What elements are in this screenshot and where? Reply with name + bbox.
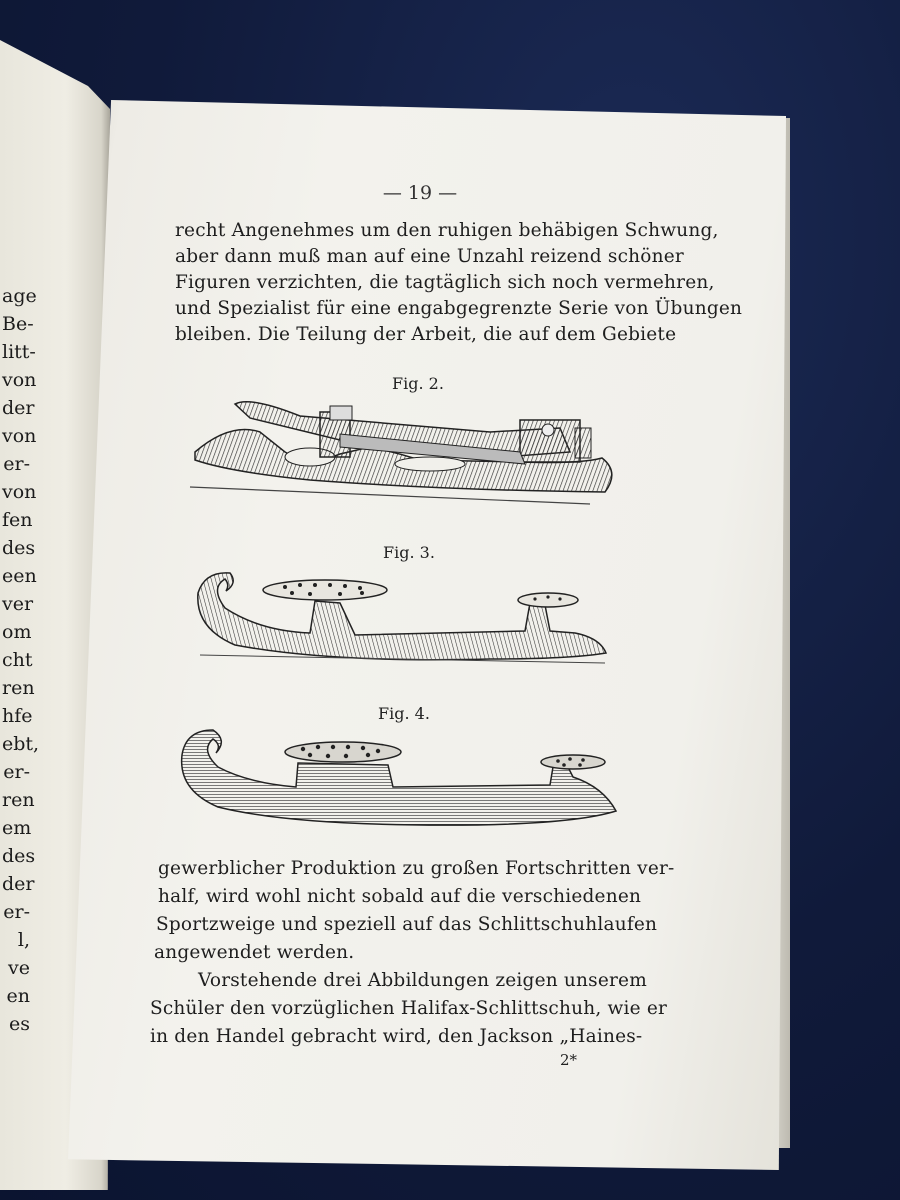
signature-mark: 2* xyxy=(560,1051,578,1069)
text-line: half, wird wohl nicht sobald auf die verschiedenen xyxy=(158,886,642,907)
figure-caption: Fig. 4. xyxy=(378,704,430,723)
left-line: Be- xyxy=(2,313,34,335)
left-line: ebt, xyxy=(2,733,40,755)
left-line: der xyxy=(2,873,35,895)
left-line: der xyxy=(2,397,35,419)
left-line: om xyxy=(2,621,32,643)
text-line: bleiben. Die Teilung der Arbeit, die auf dem Gebiete xyxy=(175,324,677,345)
left-line: er- xyxy=(3,761,30,783)
left-line: von xyxy=(2,481,37,503)
left-line: des xyxy=(2,845,36,867)
left-line: em xyxy=(2,817,32,839)
left-line: ren xyxy=(2,677,35,699)
left-line: litt- xyxy=(2,341,36,363)
text-line: und Spezialist für eine engabgegrenzte Serie von Übungen xyxy=(175,298,743,319)
text-line: gewerblicher Produktion zu großen Fortschritten ver- xyxy=(158,858,675,879)
left-line: des xyxy=(2,537,36,559)
text-line: Schüler den vorzüglichen Halifax-Schlittschuh, wie er xyxy=(150,998,668,1019)
left-line: age xyxy=(2,285,37,307)
ice-skate-strap-icon xyxy=(190,392,620,507)
text-line: Vorstehende drei Abbildungen zeigen unserem xyxy=(198,970,647,991)
left-line: von xyxy=(2,425,37,447)
ice-skate-halifax-icon xyxy=(190,563,610,673)
page-number: — 19 — xyxy=(382,182,458,204)
figure-caption: Fig. 3. xyxy=(383,543,435,562)
left-line: een xyxy=(2,565,37,587)
figure-caption: Fig. 2. xyxy=(392,374,444,393)
left-line: en xyxy=(6,985,30,1007)
left-line: ver xyxy=(2,593,34,615)
ice-skate-plate-icon xyxy=(178,725,623,835)
left-line: fen xyxy=(2,509,33,531)
text-line: recht Angenehmes um den ruhigen behäbigen Schwung, xyxy=(175,220,719,241)
text-line: in den Handel gebracht wird, den Jackson „Haines- xyxy=(150,1026,643,1047)
left-line: l, xyxy=(17,929,30,951)
left-line: es xyxy=(9,1013,30,1035)
left-line: ren xyxy=(2,789,35,811)
text-line: Figuren verzichten, die tagtäglich sich noch vermehren, xyxy=(175,272,715,293)
left-line: er- xyxy=(3,901,30,923)
left-line: er- xyxy=(3,453,30,475)
left-line: von xyxy=(2,369,37,391)
text-line: angewendet werden. xyxy=(154,942,355,963)
text-line: Sportzweige und speziell auf das Schlittschuhlaufen xyxy=(156,914,658,935)
left-line: ve xyxy=(8,957,30,979)
left-line: cht xyxy=(2,649,33,671)
left-line: hfe xyxy=(2,705,33,727)
text-line: aber dann muß man auf eine Unzahl reizend schöner xyxy=(175,246,684,267)
